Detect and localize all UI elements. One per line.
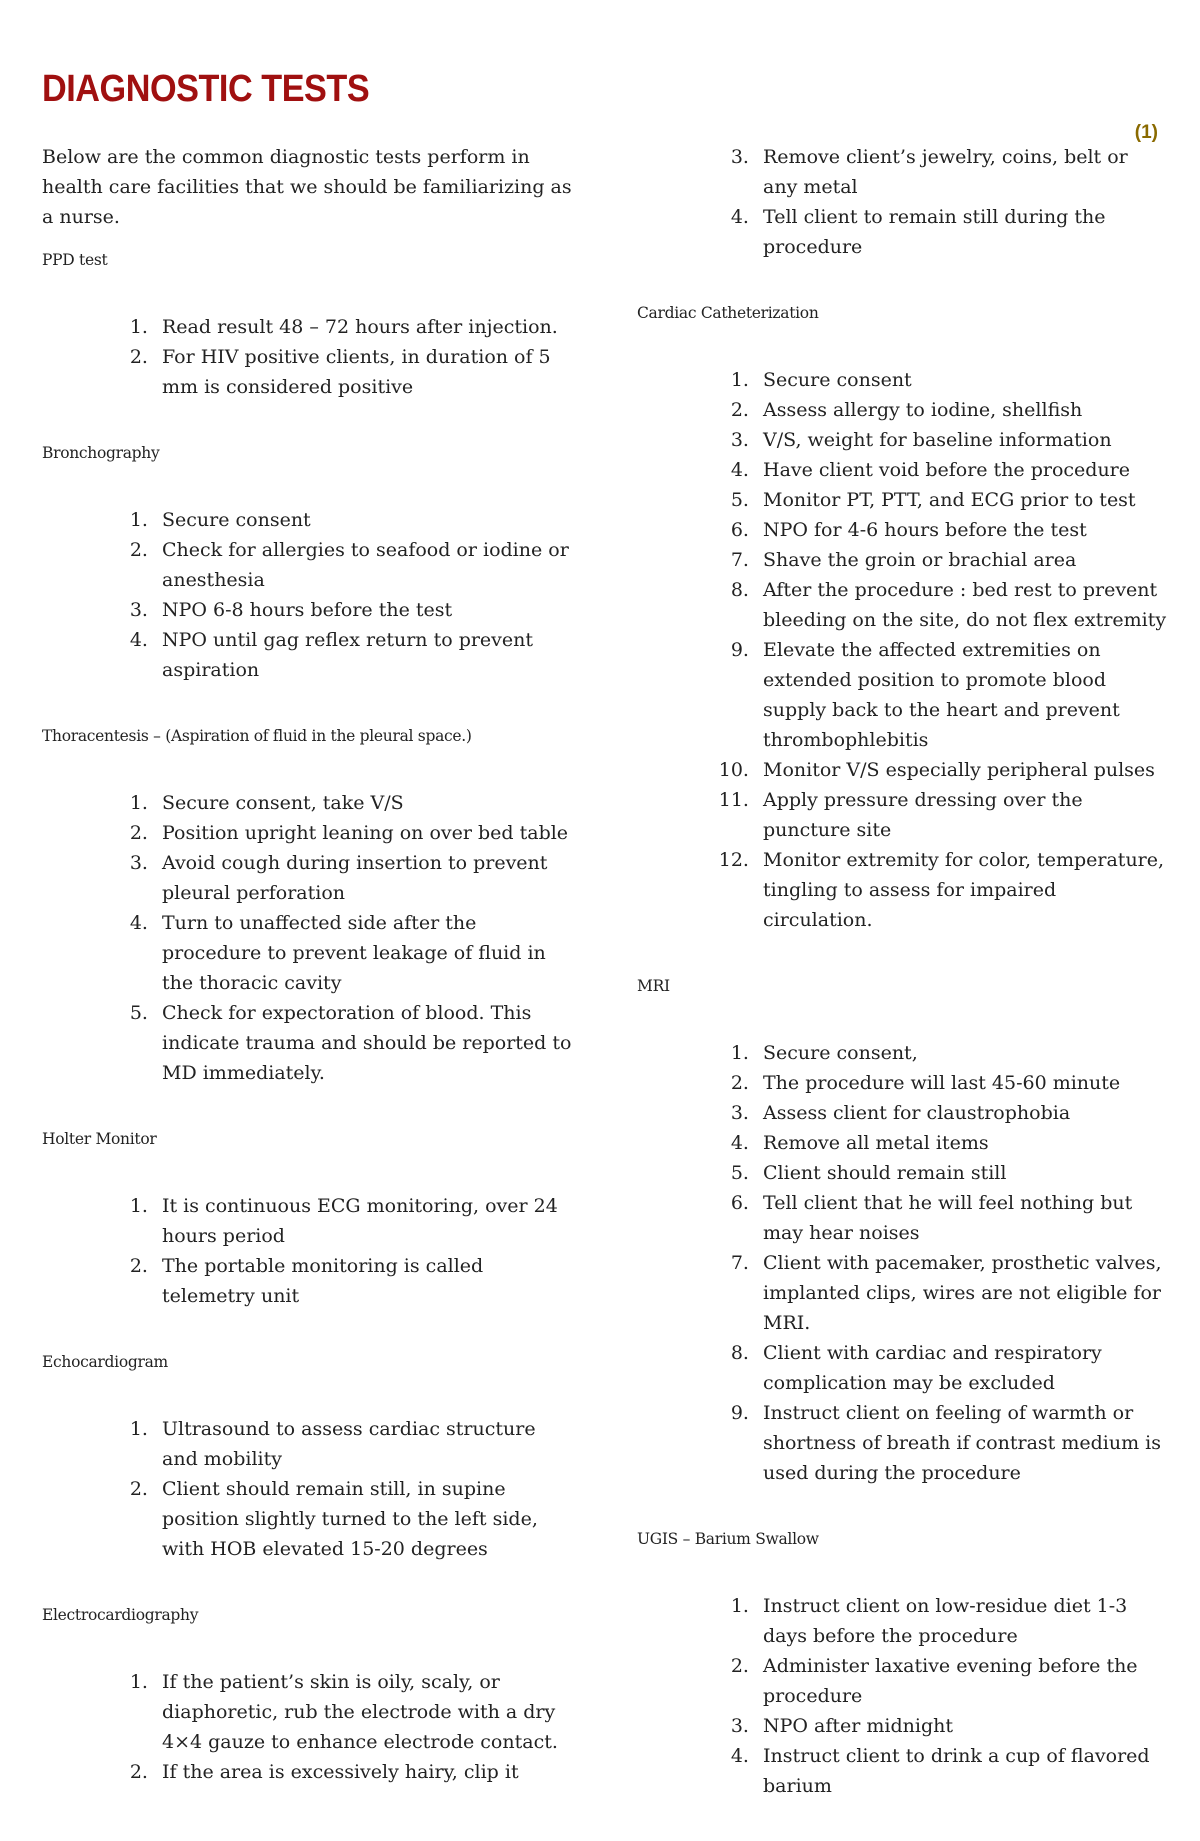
section-list [42, 788, 577, 1088]
list-item: 1. Secure consent [755, 365, 1167, 395]
list-item: 2. Check for allergies to seafood or iodine or anesthesia [154, 535, 577, 595]
list-item: 1. Secure consent [154, 505, 577, 535]
section-list [42, 312, 577, 402]
right-sections [637, 302, 1167, 1801]
list-item: 3. Remove client’s jewelry, coins, belt or any metal [755, 142, 1167, 202]
list-item: 2. Position upright leaning on over bed table [154, 818, 577, 848]
list-item: 5. Check for expectoration of blood. This indicate trauma and should be reported to MD immediately. [154, 998, 577, 1088]
section-heading-electrocardiography: Electrocardiography [42, 1606, 199, 1624]
list-item: 1. If the patient’s skin is oily, scaly, or diaphoretic, rub the electrode with a dry 4×4 gauze to enhance electrode contact. [154, 1667, 577, 1757]
section-list [42, 1414, 577, 1564]
left-sections [42, 249, 577, 1787]
list-item: 4. Remove all metal items [755, 1128, 1167, 1158]
section-heading-ppd-test: PPD test [42, 251, 108, 269]
left-column [42, 142, 577, 1827]
section-list [42, 1667, 577, 1787]
section-heading-cardiac-catheterization: Cardiac Catheterization [637, 304, 819, 322]
list-item: 11. Apply pressure dressing over the puncture site [755, 785, 1167, 845]
list-item: 2. Assess allergy to iodine, shellfish [755, 395, 1167, 425]
section-list [42, 1191, 577, 1311]
page-number: (1) [1134, 122, 1158, 143]
list-item: 2. The portable monitoring is called telemetry unit [154, 1251, 577, 1311]
list-item: 8. After the procedure : bed rest to prevent bleeding on the site, do not flex extremity [755, 575, 1167, 635]
intro-paragraph: Below are the common diagnostic tests perform in health care facilities that we should be familiarizing as a nurse. [42, 146, 572, 228]
list-item: 2. For HIV positive clients, in duration of 5 mm is considered positive [154, 342, 577, 402]
list-item: 2. Administer laxative evening before the procedure [755, 1651, 1167, 1711]
section-list [637, 1038, 1167, 1488]
list-item: 9. Elevate the affected extremities on extended position to promote blood supply back to the heart and prevent thrombophlebitis [755, 635, 1167, 755]
list-item: 1. Read result 48 – 72 hours after injection. [154, 312, 577, 342]
section-list [637, 1591, 1167, 1801]
page-title: DIAGNOSTIC TESTS [42, 68, 370, 110]
list-item: 7. Shave the groin or brachial area [755, 545, 1167, 575]
list-item: 8. Client with cardiac and respiratory complication may be excluded [755, 1338, 1167, 1398]
list-item: 1. Instruct client on low-residue diet 1-3 days before the procedure [755, 1591, 1167, 1651]
list-item: 3. Avoid cough during insertion to prevent pleural perforation [154, 848, 577, 908]
list-item: 5. Client should remain still [755, 1158, 1167, 1188]
section-heading-echocardiogram: Echocardiogram [42, 1353, 168, 1371]
list-item: 1. It is continuous ECG monitoring, over 24 hours period [154, 1191, 577, 1251]
list-item: 6. NPO for 4-6 hours before the test [755, 515, 1167, 545]
section-heading-bronchography: Bronchography [42, 444, 160, 462]
list-item: 2. The procedure will last 45-60 minute [755, 1068, 1167, 1098]
section-heading-ugis-barium-swallow: UGIS – Barium Swallow [637, 1530, 819, 1548]
list-item: 4. Have client void before the procedure [755, 455, 1167, 485]
section-list [637, 365, 1167, 935]
list-item: 1. Secure consent, [755, 1038, 1167, 1068]
list-item: 2. Client should remain still, in supine position slightly turned to the left side, with HOB elevated 15-20 degrees [154, 1474, 577, 1564]
list-item: 10. Monitor V/S especially peripheral pulses [755, 755, 1167, 785]
list-item: 7. Client with pacemaker, prosthetic valves, implanted clips, wires are not eligible for MRI. [755, 1248, 1167, 1338]
section-heading-holter-monitor: Holter Monitor [42, 1130, 157, 1148]
list-item: 4. Tell client to remain still during the procedure [755, 202, 1167, 262]
list-item: 5. Monitor PT, PTT, and ECG prior to test [755, 485, 1167, 515]
section-list [42, 505, 577, 685]
list-item: 1. Ultrasound to assess cardiac structure and mobility [154, 1414, 577, 1474]
list-item: 3. NPO 6-8 hours before the test [154, 595, 577, 625]
list-item: 12. Monitor extremity for color, temperature, tingling to assess for impaired circulation. [755, 845, 1167, 935]
list-item: 1. Secure consent, take V/S [154, 788, 577, 818]
section-heading-thoracentesis-aspiration-of-fl: Thoracentesis – (Aspiration of fluid in the pleural space.) [42, 727, 472, 745]
list-item: 3. Assess client for claustrophobia [755, 1098, 1167, 1128]
list-item: 4. NPO until gag reflex return to prevent aspiration [154, 625, 577, 685]
list-item: 2. If the area is excessively hairy, clip it [154, 1757, 577, 1787]
list-item: 9. Instruct client on feeling of warmth or shortness of breath if contrast medium is used during the procedure [755, 1398, 1167, 1488]
right-column [637, 142, 1167, 1841]
list-item: 4. Turn to unaffected side after the procedure to prevent leakage of fluid in the thoracic cavity [154, 908, 577, 998]
list-item: 4. Instruct client to drink a cup of flavored barium [755, 1741, 1167, 1801]
list-item: 3. NPO after midnight [755, 1711, 1167, 1741]
section-heading-mri: MRI [637, 977, 670, 995]
list-item: 3. V/S, weight for baseline information [755, 425, 1167, 455]
list-item: 6. Tell client that he will feel nothing but may hear noises [755, 1188, 1167, 1248]
continued-list [637, 142, 1167, 262]
